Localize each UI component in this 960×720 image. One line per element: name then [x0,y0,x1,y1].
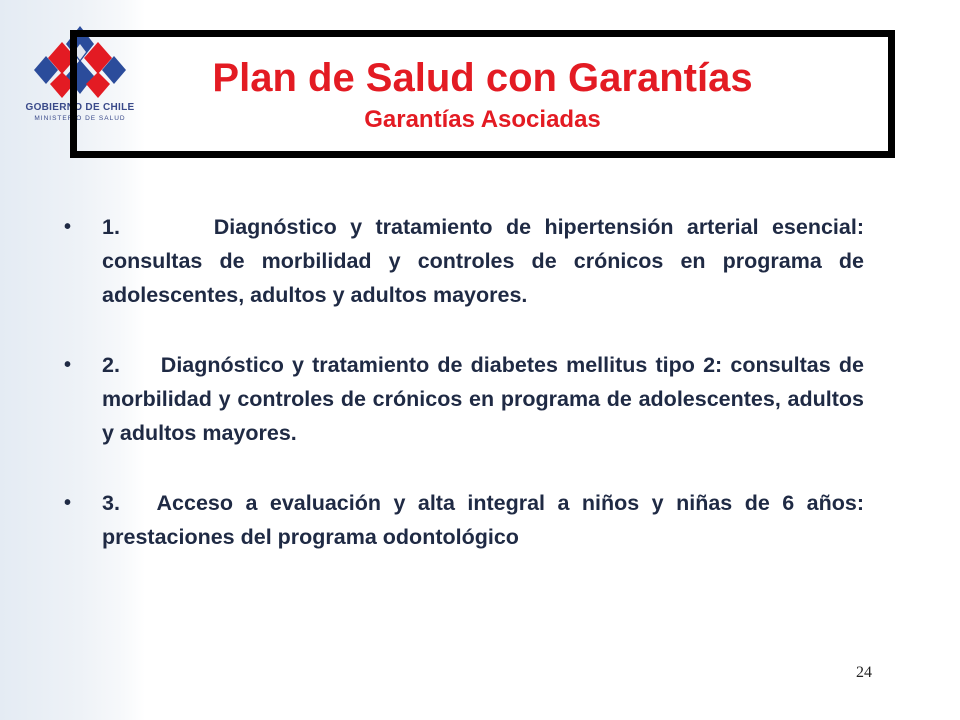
guarantee-list [64,210,864,590]
logo-org-name: GOBIERNO DE CHILE [25,102,135,113]
list-item-text: 1. Diagnóstico y tratamiento de hipertensión arterial esencial: consultas de morbilidad y controles de crónicos en programa de adolescentes, adultos y adultos mayores. [102,215,864,307]
list-item-text: 2. Diagnóstico y tratamiento de diabetes mellitus tipo 2: consultas de morbilidad y controles de crónicos en programa de adolescentes, adultos y adultos mayores. [102,353,864,445]
list-item-diabetes [64,348,864,450]
logo-ministry-name: MINISTERIO DE SALUD [34,115,126,122]
page-title: Plan de Salud con Garantías [212,56,753,100]
bullet-marker-icon: • [64,216,72,238]
page-number: 24 [856,664,872,681]
title-frame [70,30,895,158]
bullet-marker-icon: • [64,492,72,514]
page-subtitle: Garantías Asociadas [364,106,601,133]
list-item-text: 3. Acceso a evaluación y alta integral a niños y niñas de 6 años: prestaciones del programa odontológico [102,491,864,549]
list-item-dental [64,486,864,554]
bullet-marker-icon: • [64,354,72,376]
list-item-hypertension [64,210,864,312]
